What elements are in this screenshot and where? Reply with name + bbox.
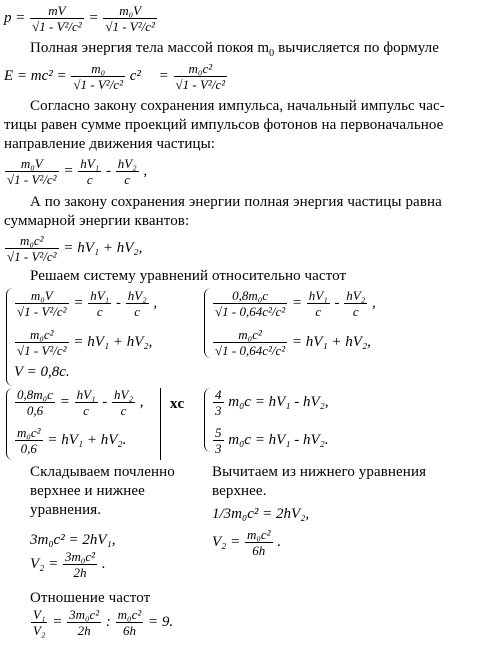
ratio-equation: $\frac{\text{V₁}}{\text{V₂}}$ = $\frac{\text{3m₀c²}}{2h}$ : $\frac{\text{m₀c²}}{6h}$ = 9. [33, 606, 174, 638]
right-v2-eq: V₂ = $\frac{\text{m₀c²}}{6h}$ . [212, 526, 282, 558]
left-col-line3: уравнения. [30, 502, 102, 518]
multiply-bar [160, 388, 161, 460]
left-v2-eq: V₂ = $\frac{\text{3m₀c²}}{2h}$ . [30, 548, 106, 580]
energy-equation: $\frac{\text{m₀c²}}{\text{√1 - V²/c²}}$ = hV₁ + hV₂, [7, 232, 143, 264]
system-brace-left [6, 288, 13, 386]
energy-formula: E = mc² = $\frac{\text{m₀}}{\text{√1 - V²/c²}}$ c² = $\frac{\text{m₀c²}}{\text{√1 - V²/c²}}$ [4, 60, 226, 92]
momentum-equation: $\frac{\text{m₀V}}{\text{√1 - V²/c²}}$ = $\frac{\text{hV₁}}{c}$ - $\frac{\text{hV₂}}{c}$ , [7, 155, 148, 187]
right-col-line2: верхнее. [212, 483, 267, 499]
momentum-formula: p = $\frac{mV}{\text{√1 - V²/c²}}$ = $\frac{\text{m₀V}}{\text{√1 - V²/c²}}$ [4, 2, 155, 34]
left-col-line1: Складываем почленно [30, 464, 175, 480]
multiply-xc: xc [170, 396, 185, 412]
right-sub-eq: 1/3m₀c² = 2hV₂, [212, 506, 310, 522]
frac-m0v: $\frac{\text{m₀V}}{\text{√1 - V²/c²}}$ [105, 2, 155, 34]
text-momentum-1: Согласно закону сохранения импульса, начальный импульс час- [30, 98, 445, 114]
frac-mv: $\frac{mV}{\text{√1 - V²/c²}}$ [32, 2, 82, 34]
text-energy-conservation-1: А по закону сохранения энергии полная энергия частицы равна [30, 194, 442, 210]
system3-eq2: $\frac{\text{m₀c²}}{0,6}$ = hV₁ + hV₂. [17, 424, 127, 456]
text-energy-intro: Полная энергия тела массой покоя $m_0$ вычисляется по формуле [30, 40, 440, 59]
system3-brace [6, 388, 13, 460]
system2-eq2: $\frac{\text{m₀c²}}{\text{√1 - 0,64c²/c²}}$ = hV₁ + hV₂, [215, 326, 371, 358]
system1-eq1: $\frac{\text{m₀V}}{\text{√1 - V²/c²}}$ = $\frac{\text{hV₁}}{c}$ - $\frac{\text{hV₂}}{c}$ , [17, 287, 158, 319]
system2-eq1: $\frac{\text{0,8m₀c}}{\text{√1 - 0,64c²/c²}}$ = $\frac{\text{hV₁}}{c}$ - $\frac{\text{hV₂}}{c}$ , [215, 287, 376, 319]
text-energy-conservation-2: суммарной энергии квантов: [4, 213, 190, 229]
p-label: p = [4, 10, 26, 26]
left-sum-eq: 3m₀c² = 2hV₁, [30, 532, 116, 548]
text-solve-system: Решаем систему уравнений относительно частот [30, 268, 347, 284]
system4-brace [204, 388, 211, 452]
right-col-line1: Вычитаем из нижнего уравнения [212, 464, 427, 480]
text-momentum-2: тицы равен сумме проекций импульсов фотонов на первоначальное [4, 117, 444, 133]
text-momentum-3: направление движения частицы: [4, 136, 216, 152]
left-col-line2: верхнее и нижнее [30, 483, 145, 499]
system3-eq1: $\frac{\text{0,8m₀c}}{0,6}$ = $\frac{\text{hV₁}}{c}$ - $\frac{\text{hV₂}}{c}$ , [17, 386, 144, 418]
system4-eq2: $\frac{5}{3}$ m₀c = hV₁ - hV₂. [215, 424, 329, 456]
system1-eq3: V = 0,8c. [14, 364, 70, 380]
system4-eq1: $\frac{4}{3}$ m₀c = hV₁ - hV₂, [215, 386, 329, 418]
system-brace-right [204, 288, 211, 358]
ratio-label: Отношение частот [30, 590, 151, 606]
system1-eq2: $\frac{\text{m₀c²}}{\text{√1 - V²/c²}}$ = hV₁ + hV₂, [17, 326, 153, 358]
